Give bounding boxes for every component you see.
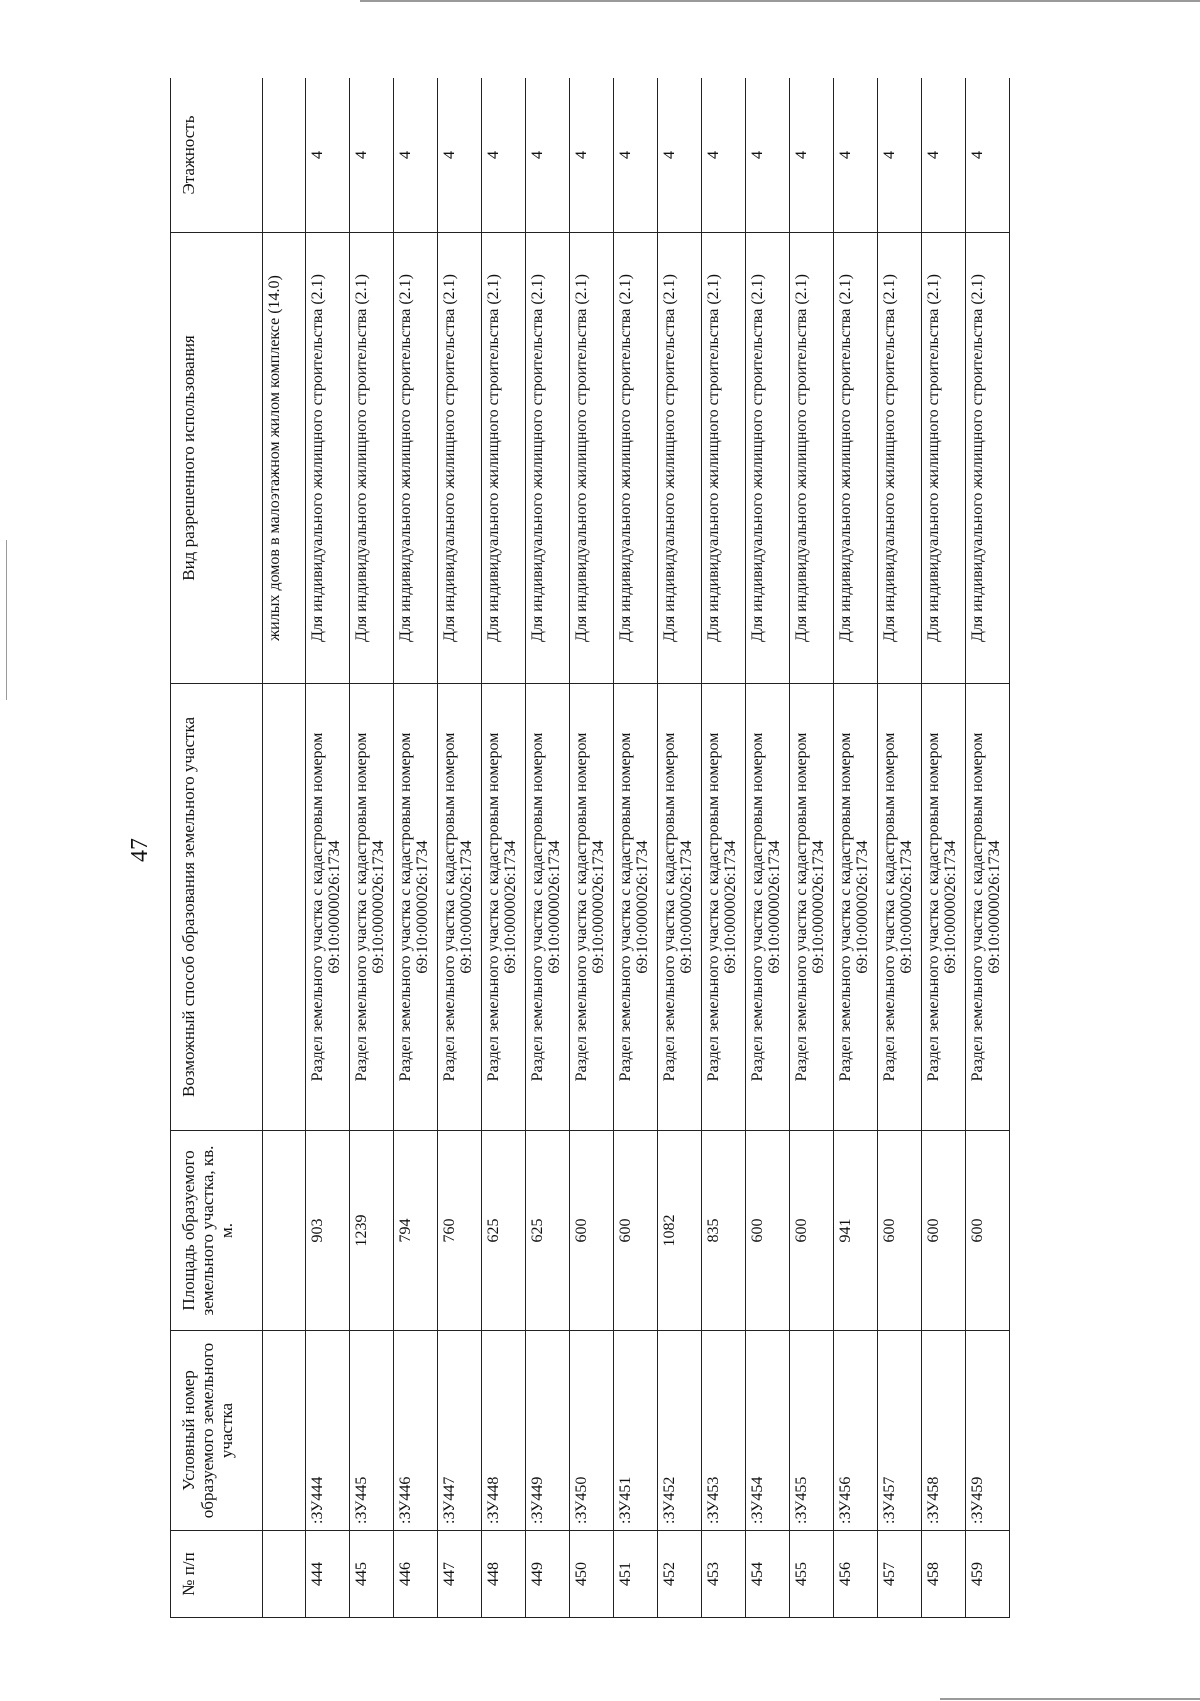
land-plots-table [170, 78, 1010, 1618]
cell-formation-method: Раздел земельного участка с кадастровым номером 69:10:0000026:1734 [614, 684, 658, 1131]
cell-area: 625 [526, 1131, 570, 1331]
cell-floors: 4 [966, 78, 1010, 233]
table-row [966, 78, 1010, 1618]
cell-permitted-use: Для индивидуального жилищного строительства (2.1) [790, 233, 834, 684]
cell-plot-id: :ЗУ449 [526, 1331, 570, 1531]
header-plot-id: Условный номер образуемого земельного участка [171, 1331, 263, 1531]
cell-permitted-use: Для индивидуального жилищного строительства (2.1) [438, 233, 482, 684]
cell-permitted-use: Для индивидуального жилищного строительства (2.1) [482, 233, 526, 684]
table-row [658, 78, 702, 1618]
cell-formation-method: Раздел земельного участка с кадастровым номером 69:10:0000026:1734 [658, 684, 702, 1131]
cell-permitted-use: Для индивидуального жилищного строительства (2.1) [878, 233, 922, 684]
cell-formation-method: Раздел земельного участка с кадастровым номером 69:10:0000026:1734 [350, 684, 394, 1131]
cell-plot-id: :ЗУ446 [394, 1331, 438, 1531]
cell-plot-id: :ЗУ455 [790, 1331, 834, 1531]
cell-floors: 4 [438, 78, 482, 233]
cell-plot-id: :ЗУ448 [482, 1331, 526, 1531]
table-row [438, 78, 482, 1618]
header-area: Площадь образуемого земельного участка, кв. м. [171, 1131, 263, 1331]
cell-number: 444 [306, 1531, 350, 1618]
table-row [790, 78, 834, 1618]
cell-plot-id: :ЗУ457 [878, 1331, 922, 1531]
cell-area: 1082 [658, 1131, 702, 1331]
cell-area: 600 [746, 1131, 790, 1331]
cell-permitted-use: Для индивидуального жилищного строительства (2.1) [570, 233, 614, 684]
cell-permitted-use: Для индивидуального жилищного строительства (2.1) [834, 233, 878, 684]
cell-plot-id: :ЗУ454 [746, 1331, 790, 1531]
cell-number: 458 [922, 1531, 966, 1618]
rotated-table-container [170, 78, 1085, 1618]
cell-floors: 4 [306, 78, 350, 233]
cell-area: 600 [570, 1131, 614, 1331]
cell-floors: 4 [834, 78, 878, 233]
header-formation-method: Возможный способ образования земельного участка [171, 684, 263, 1131]
cell-formation-method: Раздел земельного участка с кадастровым номером 69:10:0000026:1734 [306, 684, 350, 1131]
table-row [570, 78, 614, 1618]
table-row [834, 78, 878, 1618]
cell-floors: 4 [746, 78, 790, 233]
cell-floors: 4 [790, 78, 834, 233]
cell-area: 600 [790, 1131, 834, 1331]
cell-area: 941 [834, 1131, 878, 1331]
document-page [170, 78, 1085, 1618]
cell-formation-method: Раздел земельного участка с кадастровым номером 69:10:0000026:1734 [966, 684, 1010, 1131]
scan-edge-line-left [6, 540, 7, 700]
cell-permitted-use: Для индивидуального жилищного строительства (2.1) [614, 233, 658, 684]
cell-formation-method: Раздел земельного участка с кадастровым номером 69:10:0000026:1734 [790, 684, 834, 1131]
cell-area: 600 [966, 1131, 1010, 1331]
cell-floors: 4 [350, 78, 394, 233]
cell-number: 450 [570, 1531, 614, 1618]
cell-plot-id: :ЗУ444 [306, 1331, 350, 1531]
cell-area: 760 [438, 1131, 482, 1331]
cell-formation-method: Раздел земельного участка с кадастровым номером 69:10:0000026:1734 [702, 684, 746, 1131]
table-row [350, 78, 394, 1618]
cell-formation-method: Раздел земельного участка с кадастровым номером 69:10:0000026:1734 [482, 684, 526, 1131]
cell-formation-method: Раздел земельного участка с кадастровым номером 69:10:0000026:1734 [834, 684, 878, 1131]
header-number: № п/п [171, 1531, 263, 1618]
table-row [526, 78, 570, 1618]
cell-permitted-use: Для индивидуального жилищного строительства (2.1) [702, 233, 746, 684]
cell-number [263, 1531, 306, 1618]
cell-area: 625 [482, 1131, 526, 1331]
cell-floors: 4 [614, 78, 658, 233]
cell-number: 451 [614, 1531, 658, 1618]
cell-plot-id: :ЗУ447 [438, 1331, 482, 1531]
cell-permitted-use: Для индивидуального жилищного строительства (2.1) [966, 233, 1010, 684]
table-row [702, 78, 746, 1618]
table-row [922, 78, 966, 1618]
cell-floors: 4 [482, 78, 526, 233]
cell-number: 453 [702, 1531, 746, 1618]
cell-formation-method: Раздел земельного участка с кадастровым номером 69:10:0000026:1734 [394, 684, 438, 1131]
cell-number: 445 [350, 1531, 394, 1618]
table-header-row [171, 78, 263, 1618]
cell-number: 452 [658, 1531, 702, 1618]
header-permitted-use: Вид разрешенного использования [171, 233, 263, 684]
cell-permitted-use: жилых домов в малоэтажном жилом комплексе (14.0) [263, 233, 306, 684]
cell-formation-method: Раздел земельного участка с кадастровым номером 69:10:0000026:1734 [526, 684, 570, 1131]
cell-number: 449 [526, 1531, 570, 1618]
cell-area: 903 [306, 1131, 350, 1331]
cell-formation-method: Раздел земельного участка с кадастровым номером 69:10:0000026:1734 [438, 684, 482, 1131]
cell-plot-id: :ЗУ456 [834, 1331, 878, 1531]
cell-number: 448 [482, 1531, 526, 1618]
cell-floors: 4 [570, 78, 614, 233]
table-row [746, 78, 790, 1618]
cell-permitted-use: Для индивидуального жилищного строительства (2.1) [394, 233, 438, 684]
header-floors: Этажность [171, 78, 263, 233]
cell-number: 457 [878, 1531, 922, 1618]
cell-area: 1239 [350, 1131, 394, 1331]
scan-edge-line-bottom [940, 1698, 1200, 1700]
cell-area: 600 [614, 1131, 658, 1331]
cell-permitted-use: Для индивидуального жилищного строительства (2.1) [658, 233, 702, 684]
cell-floors: 4 [702, 78, 746, 233]
cell-number: 459 [966, 1531, 1010, 1618]
cell-plot-id: :ЗУ452 [658, 1331, 702, 1531]
cell-area: 600 [922, 1131, 966, 1331]
cell-formation-method [263, 684, 306, 1131]
cell-floors: 4 [526, 78, 570, 233]
cell-plot-id: :ЗУ458 [922, 1331, 966, 1531]
cell-formation-method: Раздел земельного участка с кадастровым номером 69:10:0000026:1734 [878, 684, 922, 1131]
cell-area: 794 [394, 1131, 438, 1331]
table-row [482, 78, 526, 1618]
table-row [394, 78, 438, 1618]
cell-number: 446 [394, 1531, 438, 1618]
table-row [878, 78, 922, 1618]
cell-permitted-use: Для индивидуального жилищного строительства (2.1) [350, 233, 394, 684]
cell-formation-method: Раздел земельного участка с кадастровым номером 69:10:0000026:1734 [570, 684, 614, 1131]
cell-plot-id: :ЗУ450 [570, 1331, 614, 1531]
table-row [306, 78, 350, 1618]
page-number: 47 [127, 838, 153, 862]
cell-area [263, 1131, 306, 1331]
cell-plot-id: :ЗУ451 [614, 1331, 658, 1531]
scan-edge-line-top [360, 0, 1200, 2]
cell-floors: 4 [394, 78, 438, 233]
cell-floors: 4 [658, 78, 702, 233]
table-row-continuation [263, 78, 306, 1618]
cell-number: 456 [834, 1531, 878, 1618]
cell-number: 454 [746, 1531, 790, 1618]
cell-floors: 4 [922, 78, 966, 233]
cell-permitted-use: Для индивидуального жилищного строительства (2.1) [526, 233, 570, 684]
cell-plot-id: :ЗУ459 [966, 1331, 1010, 1531]
cell-plot-id: :ЗУ453 [702, 1331, 746, 1531]
cell-permitted-use: Для индивидуального жилищного строительства (2.1) [922, 233, 966, 684]
cell-area: 600 [878, 1131, 922, 1331]
cell-plot-id [263, 1331, 306, 1531]
cell-plot-id: :ЗУ445 [350, 1331, 394, 1531]
cell-floors: 4 [878, 78, 922, 233]
cell-number: 455 [790, 1531, 834, 1618]
table-row [614, 78, 658, 1618]
cell-formation-method: Раздел земельного участка с кадастровым номером 69:10:0000026:1734 [746, 684, 790, 1131]
cell-permitted-use: Для индивидуального жилищного строительства (2.1) [746, 233, 790, 684]
cell-area: 835 [702, 1131, 746, 1331]
cell-number: 447 [438, 1531, 482, 1618]
cell-floors [263, 78, 306, 233]
cell-permitted-use: Для индивидуального жилищного строительства (2.1) [306, 233, 350, 684]
cell-formation-method: Раздел земельного участка с кадастровым номером 69:10:0000026:1734 [922, 684, 966, 1131]
